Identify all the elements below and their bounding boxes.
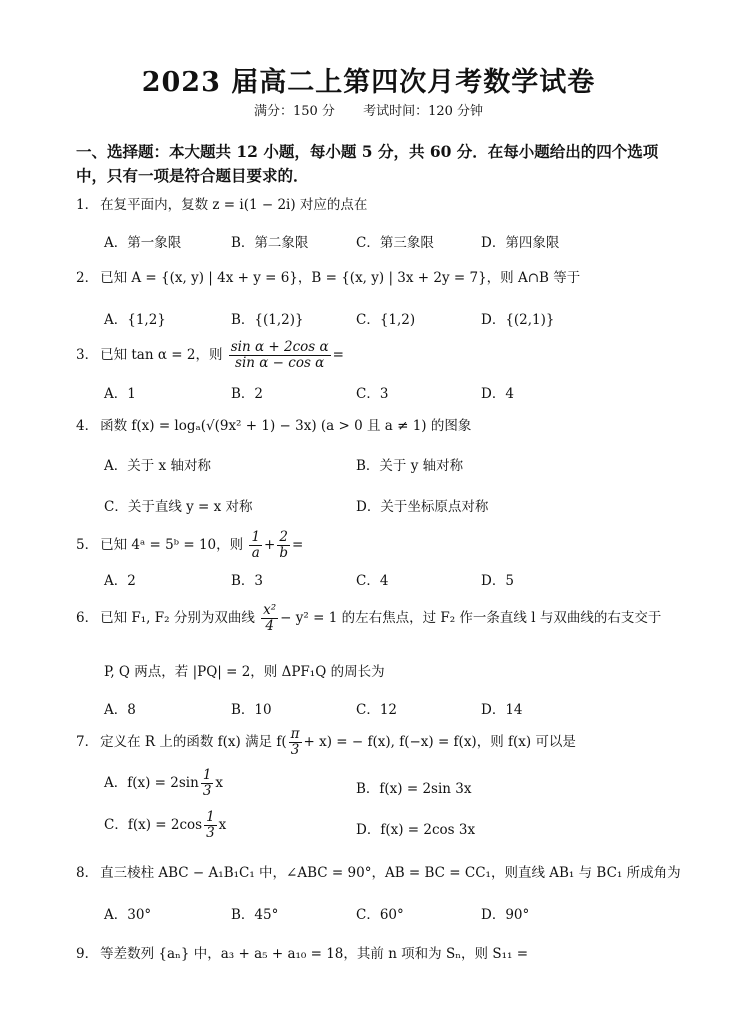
question-stem-post: − y² = 1 的左右焦点，过 F₂ 作一条直线 l 与双曲线的右支交于: [280, 610, 662, 626]
q7-option-d: D．f(x) = 2cos 3x: [356, 822, 476, 838]
q5-option-c: C．4: [356, 573, 389, 589]
question-number: 9．: [76, 946, 99, 962]
question-number: 7．: [76, 734, 99, 750]
fraction: [277, 530, 290, 561]
plus-sign: +: [264, 537, 276, 553]
question-stem-pre: 已知 tan α = 2，则: [100, 347, 223, 363]
q5-option-b: B．3: [231, 573, 264, 589]
question-7: [76, 727, 576, 758]
q6-option-a: A．8: [104, 702, 136, 718]
question-8: [76, 861, 681, 881]
fraction-numerator: sin α + 2cos α: [230, 339, 329, 355]
question-number: 3．: [76, 347, 99, 363]
q5-option-a: A．2: [104, 573, 136, 589]
fraction: [201, 768, 214, 799]
question-1: [76, 193, 367, 213]
fraction-denominator: 3: [206, 825, 215, 841]
question-stem: 直三棱柱 ABC − A₁B₁C₁ 中，∠ABC = 90°，AB = BC = CC₁，则直线 AB₁ 与 BC₁ 所成角为: [100, 865, 681, 881]
question-stem: 等差数列 {aₙ} 中，a₃ + a₅ + a₁₀ = 18，其前 n 项和为 Sₙ，则 S₁₁ =: [100, 946, 529, 962]
fraction: [289, 727, 302, 758]
q7-option-b: B．f(x) = 2sin 3x: [356, 781, 472, 797]
question-5: [76, 530, 303, 561]
question-3: [76, 340, 344, 371]
question-9: [76, 942, 528, 962]
q2-option-b: B．{(1,2)}: [231, 312, 304, 328]
q1-option-b: B．第二象限: [231, 235, 309, 251]
question-4: [76, 414, 471, 434]
question-6-line-2: P, Q 两点，若 |PQ| = 2，则 ΔPF₁Q 的周长为: [104, 664, 385, 680]
option-text: x: [215, 775, 224, 791]
q3-option-d: D．4: [481, 386, 514, 402]
question-2: [76, 266, 580, 286]
question-number: 1．: [76, 197, 99, 213]
fraction: [204, 810, 217, 841]
q3-option-a: A．1: [104, 386, 136, 402]
q2-option-d: D．{(2,1)}: [481, 312, 555, 328]
q1-option-a: A．第一象限: [104, 235, 182, 251]
q8-option-b: B．45°: [231, 907, 279, 923]
fraction-numerator: 1: [206, 809, 215, 825]
question-stem: 在复平面内，复数 z = i(1 − 2i) 对应的点在: [100, 197, 368, 213]
exam-subtitle: [0, 100, 737, 119]
q1-option-c: C．第三象限: [356, 235, 434, 251]
fraction-numerator: x²: [263, 602, 277, 618]
fraction: [249, 530, 262, 561]
fraction-denominator: 4: [265, 618, 274, 634]
q8-option-d: D．90°: [481, 907, 530, 923]
q3-option-b: B．2: [231, 386, 264, 402]
question-number: 2．: [76, 270, 99, 286]
question-number: 6．: [76, 610, 99, 626]
q2-option-c: C．{1,2): [356, 312, 416, 328]
option-text: C．f(x) = 2cos: [104, 817, 203, 833]
q1-option-d: D．第四象限: [481, 235, 560, 251]
fraction-denominator: 3: [290, 742, 300, 758]
q2-option-a: A．{1,2}: [104, 312, 166, 328]
q6-option-b: B．10: [231, 702, 272, 718]
option-text: A．f(x) = 2sin: [104, 775, 199, 791]
question-stem-pre: 已知 4ᵃ = 5ᵇ = 10，则: [100, 537, 244, 553]
exam-time: 考试时间：120 分钟: [363, 104, 484, 119]
option-text: x: [218, 817, 227, 833]
question-stem-post: =: [292, 537, 304, 553]
fraction: [261, 603, 278, 634]
fraction-denominator: 3: [202, 783, 212, 799]
question-stem-pre: 已知 F₁, F₂ 分别为双曲线: [100, 610, 255, 626]
q7-option-a: [104, 768, 223, 799]
q7-option-c: [104, 810, 226, 841]
q8-option-c: C．60°: [356, 907, 404, 923]
exam-title: 2023 届高二上第四次月考数学试卷: [141, 67, 596, 98]
question-stem: 函数 f(x) = logₐ(√(9x² + 1) − 3x) (a > 0 且 a ≠ 1) 的图象: [100, 418, 472, 434]
q4-option-d: D．关于坐标原点对称: [356, 499, 489, 515]
q4-option-c: C．关于直线 y = x 对称: [104, 499, 253, 515]
q4-option-a: A．关于 x 轴对称: [104, 458, 211, 474]
fraction-numerator: 2: [277, 530, 290, 546]
q8-option-a: A．30°: [104, 907, 152, 923]
question-number: 4．: [76, 418, 99, 434]
q4-option-b: B．关于 y 轴对称: [356, 458, 464, 474]
q6-option-d: D．14: [481, 702, 523, 718]
fraction: [229, 340, 331, 371]
fraction-numerator: π: [290, 726, 300, 742]
fraction-numerator: 1: [202, 767, 212, 783]
fraction-denominator: a: [251, 545, 260, 561]
fraction-denominator: b: [279, 545, 288, 561]
question-6: [76, 603, 661, 634]
q5-option-d: D．5: [481, 573, 514, 589]
question-stem-post: + x) = − f(x), f(−x) = f(x)，则 f(x) 可以是: [303, 734, 576, 750]
question-stem-post: =: [332, 347, 344, 363]
fraction-numerator: 1: [251, 529, 261, 545]
q6-option-c: C．12: [356, 702, 398, 718]
question-number: 5．: [76, 537, 99, 553]
q3-option-c: C．3: [356, 386, 389, 402]
question-number: 8．: [76, 865, 99, 881]
fraction-denominator: sin α − cos α: [235, 355, 325, 371]
full-marks: 满分：150 分: [253, 104, 335, 119]
section-heading: 一、选择题：本大题共 12 小题，每小题 5 分，共 60 分．在每小题给出的四个选项中，只有一项是符合题目要求的．: [76, 142, 659, 185]
question-stem-pre: 定义在 R 上的函数 f(x) 满足 f(: [100, 734, 287, 750]
question-stem: 已知 A = {(x, y) | 4x + y = 6}，B = {(x, y) | 3x + 2y = 7}，则 A∩B 等于: [100, 270, 581, 286]
